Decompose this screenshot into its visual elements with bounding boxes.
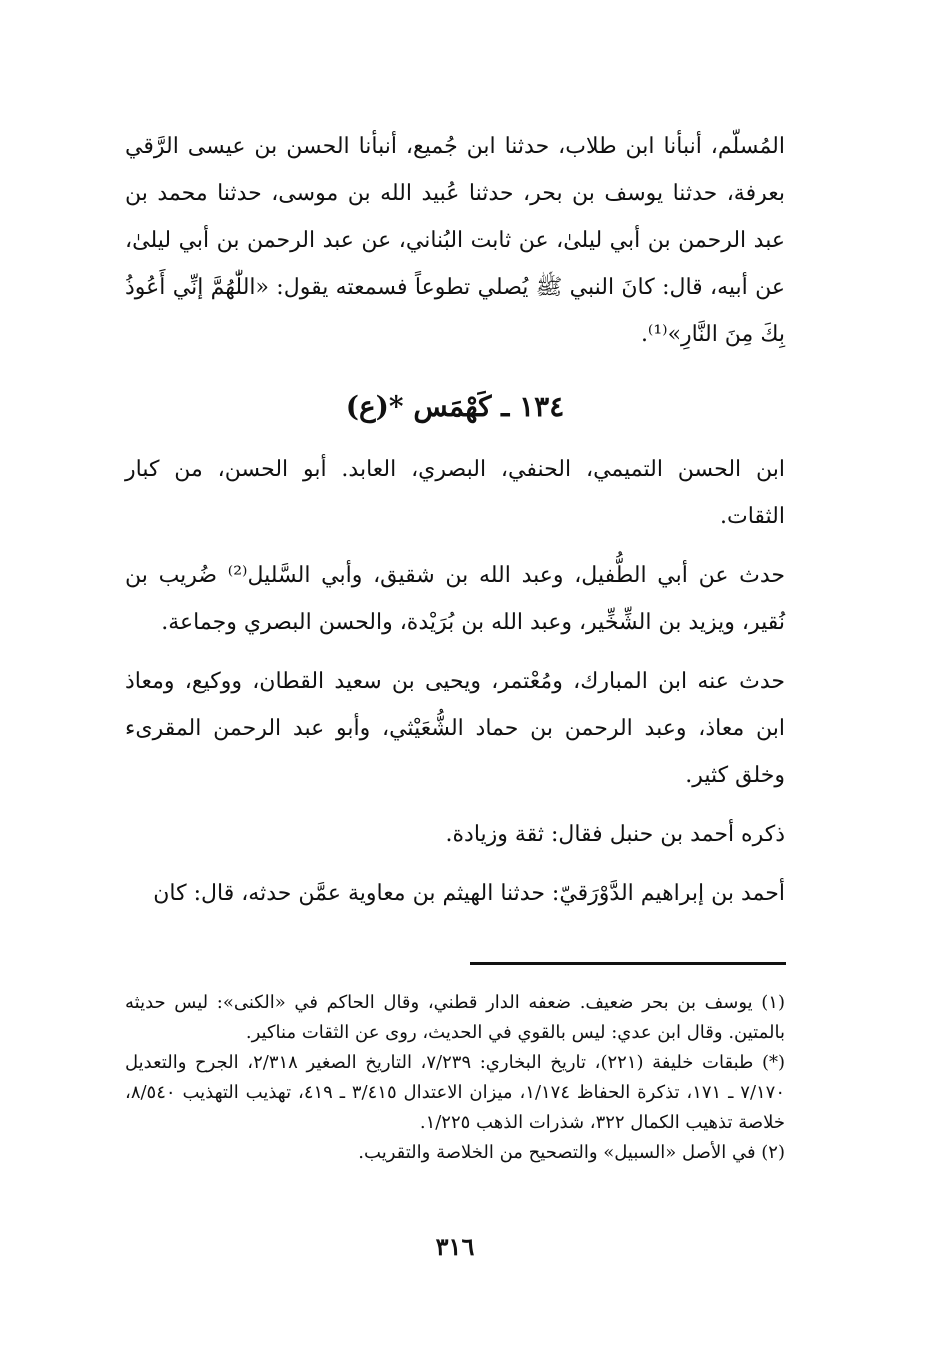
page-number: ٣١٦ — [435, 1232, 475, 1261]
footnote-sources: (*) طبقات خليفة (٢٢١)، تاريخ البخاري: ٧/٢٣٩، التاريخ الصغير ٢/٣١٨، الجرح والتعديل ٧/١٧٠ ـ ١٧١، تذكرة الحفاظ ١/١٧٤، ميزان الاعتدال ٣/٤١٥ ـ ٤١٩، تهذيب التهذيب ٨/٥٤٠، خلاصة تذهيب الكمال ٣٢٢، شذرات الذهب ١/٢٢٥. — [125, 1052, 786, 1133]
biography-paragraph-lineage: ابن الحسن التميمي، الحنفي، البصري، العابد. أبو الحسن، من كبار الثقات. — [125, 457, 785, 529]
footnote-1: (١) يوسف بن بحر ضعيف. ضعفه الدار قطني، وقال الحاكم في «الكنى»: ليس حديثه بالمتين. وقال ابن عدي: ليس بالقوي في الحديث، روى عن الثقات مناكير. — [125, 992, 785, 1043]
biography-paragraph-students: حدث عنه ابن المبارك، ومُعْتمر، ويحيى بن سعيد القطان، ووكيع، ومعاذ ابن معاذ، وعبد الرحمن بن حماد الشُّعَيْثي، وأبو عبد الرحمن المقرىء وخلق كثير. — [125, 669, 785, 788]
biography-paragraph-narration: أحمد بن إبراهيم الدَّوْرَقيّ: حدثنا الهيثم بن معاوية عمَّن حدثه، قال: كان — [153, 881, 785, 906]
hadith-isnad-paragraph: المُسلّم، أنبأنا ابن طلاب، حدثنا ابن جُميع، أنبأنا الحسن بن عيسى الرَّقي بعرفة، حدثنا يوسف بن بحر، حدثنا عُبيد الله بن موسى، حدثنا محمد بن عبد الرحمن بن أبي ليلىٰ، عن ثابت البُناني، عن عبد الرحمن بن أبي ليلىٰ، عن أبيه، قال: كانَ النبي ﷺ يُصلي تطوعاً فسمعته يقول: «اللّٰهُمَّ إنِّي أَعُوذُ بِكَ مِنَ النَّارِ»⁽¹⁾. — [125, 134, 785, 347]
footnote-2: (٢) في الأصل «السبيل» والتصحيح من الخلاصة والتقريب. — [358, 1142, 785, 1163]
biography-paragraph-grading: ذكره أحمد بن حنبل فقال: ثقة وزيادة. — [445, 822, 785, 847]
biography-paragraph-teachers: حدث عن أبي الطُّفيل، وعبد الله بن شقيق، وأبي السَّليل⁽²⁾ ضُريب بن نُقير، ويزيد بن الشِّخِّير، وعبد الله بن بُرَيْدة، والحسن البصري وجماعة. — [125, 563, 785, 635]
biography-block — [125, 446, 785, 917]
top-text-block — [125, 123, 785, 358]
footnotes-block — [125, 988, 785, 1168]
footnote-divider — [470, 962, 786, 965]
entry-heading: ١٣٤ ـ كَهْمَس *(ع) — [345, 390, 565, 423]
